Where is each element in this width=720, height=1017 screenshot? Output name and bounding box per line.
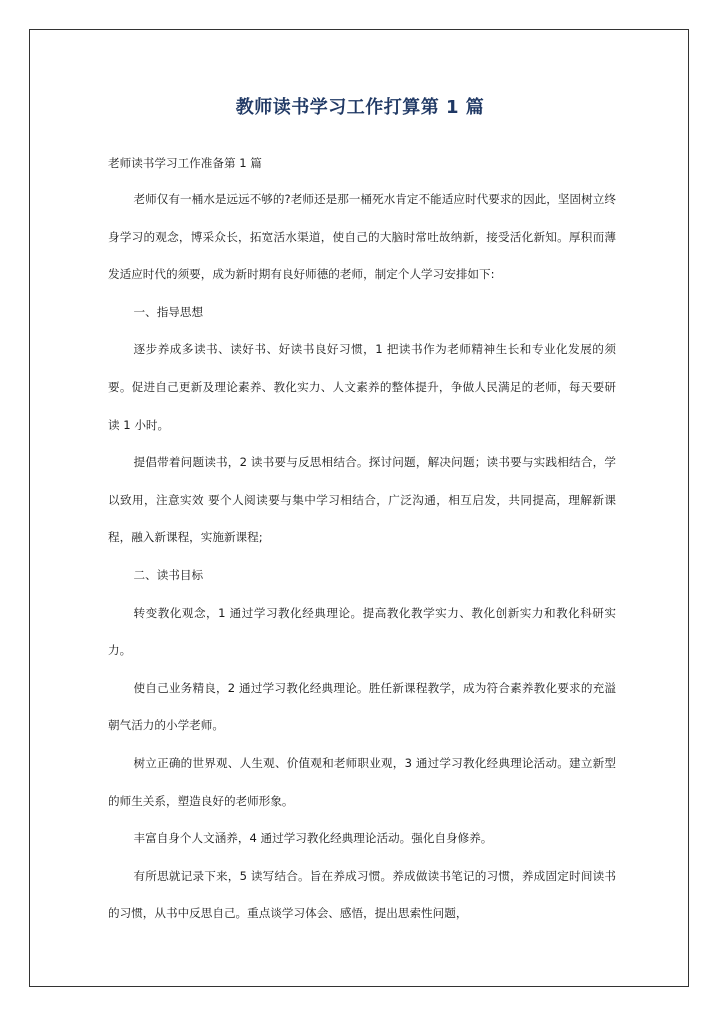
paragraph-guiding-1: 逐步养成多读书、读好书、好读书良好习惯，1 把读书作为老师精神生长和专业化发展的须要。促进自己更新及理论素养、教化实力、人文素养的整体提升，争做人民满足的老师，每天要研读 1 小时。	[108, 342, 616, 432]
paragraph-goal-1: 转变教化观念，1 通过学习教化经典理论。提高教化教学实力、教化创新实力和教化科研实力。	[108, 605, 616, 658]
document-subtitle: 老师读书学习工作准备第 1 篇	[108, 156, 262, 170]
paragraph-goal-2: 使自己业务精良，2 通过学习教化经典理论。胜任新课程教学，成为符合素养教化要求的充溢朝气活力的小学老师。	[108, 680, 616, 733]
paragraph-goal-3: 树立正确的世界观、人生观、价值观和老师职业观，3 通过学习教化经典理论活动。建立新型的师生关系，塑造良好的老师形象。	[108, 755, 616, 808]
paragraph-guiding-2: 提倡带着问题读书，2 读书要与反思相结合。探讨问题，解决问题；读书要与实践相结合，学以致用，注意实效 要个人阅读要与集中学习相结合，广泛沟通，相互启发，共同提高，理解新课程，融入新课程，实施新课程;	[108, 455, 616, 545]
paragraph-goal-5: 有所思就记录下来，5 读写结合。旨在养成习惯。养成做读书笔记的习惯，养成固定时间读书的习惯，从书中反思自己。重点谈学习体会、感悟，提出思索性问题，	[108, 868, 616, 921]
document-body	[108, 152, 616, 933]
paragraph-intro: 老师仅有一桶水是远远不够的?老师还是那一桶死水肯定不能适应时代要求的因此，坚固树立终身学习的观念，博采众长，拓宽活水渠道，使自己的大脑时常吐故纳新，接受活化新知。厚积而薄发适应时代的须要，成为新时期有良好师德的老师，制定个人学习安排如下:	[108, 192, 616, 282]
paragraph-goal-4: 丰富自身个人文涵养，4 通过学习教化经典理论活动。强化自身修养。	[133, 831, 493, 846]
section-heading-reading-goals: 二、读书目标	[133, 567, 204, 582]
document-title: 教师读书学习工作打算第 1 篇	[235, 97, 485, 118]
section-heading-guiding-thought: 一、指导思想	[133, 304, 204, 319]
